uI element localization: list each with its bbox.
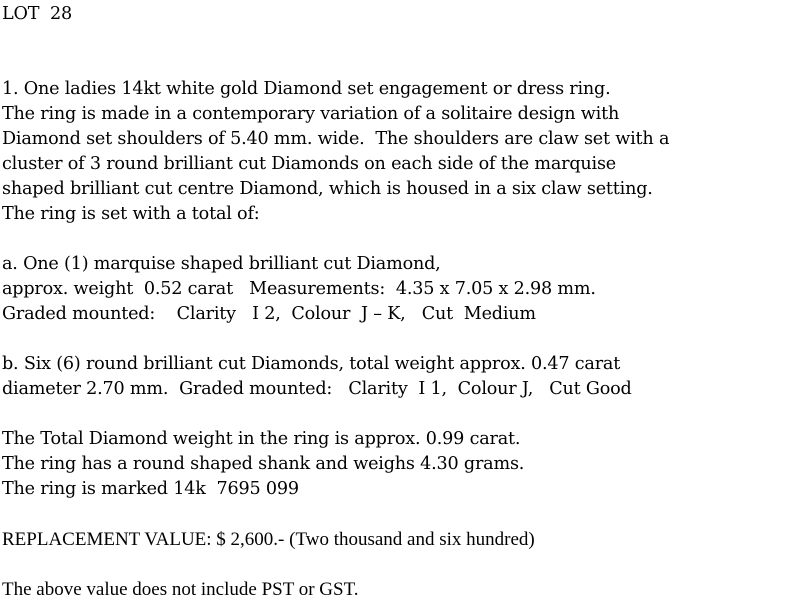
- replacement-value: REPLACEMENT VALUE: $ 2,600.- (Two thousand and six hundred): [2, 529, 535, 550]
- item-a-line: approx. weight 0.52 carat Measurements: 4.35 x 7.05 x 2.98 mm.: [2, 279, 596, 299]
- appraisal-document: [2, 0, 798, 600]
- item-b-line: b. Six (6) round brilliant cut Diamonds, total weight approx. 0.47 carat: [2, 354, 621, 374]
- description-line: The ring is set with a total of:: [2, 204, 260, 224]
- description-line: 1. One ladies 14kt white gold Diamond set engagement or dress ring.: [2, 79, 611, 99]
- tax-note: The above value does not include PST or GST.: [2, 579, 359, 600]
- description-line: Diamond set shoulders of 5.40 mm. wide. The shoulders are claw set with a: [2, 129, 670, 149]
- lot-number: LOT 28: [2, 4, 73, 24]
- totals-line: The Total Diamond weight in the ring is approx. 0.99 carat.: [2, 429, 521, 449]
- totals-line: The ring is marked 14k 7695 099: [2, 479, 299, 499]
- description-line: cluster of 3 round brilliant cut Diamonds on each side of the marquise: [2, 154, 617, 174]
- item-a-line: Graded mounted: Clarity I 2, Colour J – K, Cut Medium: [2, 304, 536, 324]
- item-a-line: a. One (1) marquise shaped brilliant cut Diamond,: [2, 254, 441, 274]
- item-b-line: diameter 2.70 mm. Graded mounted: Clarity I 1, Colour J, Cut Good: [2, 379, 632, 399]
- description-line: shaped brilliant cut centre Diamond, which is housed in a six claw setting.: [2, 179, 653, 199]
- totals-line: The ring has a round shaped shank and weighs 4.30 grams.: [2, 454, 525, 474]
- description-line: The ring is made in a contemporary variation of a solitaire design with: [2, 104, 620, 124]
